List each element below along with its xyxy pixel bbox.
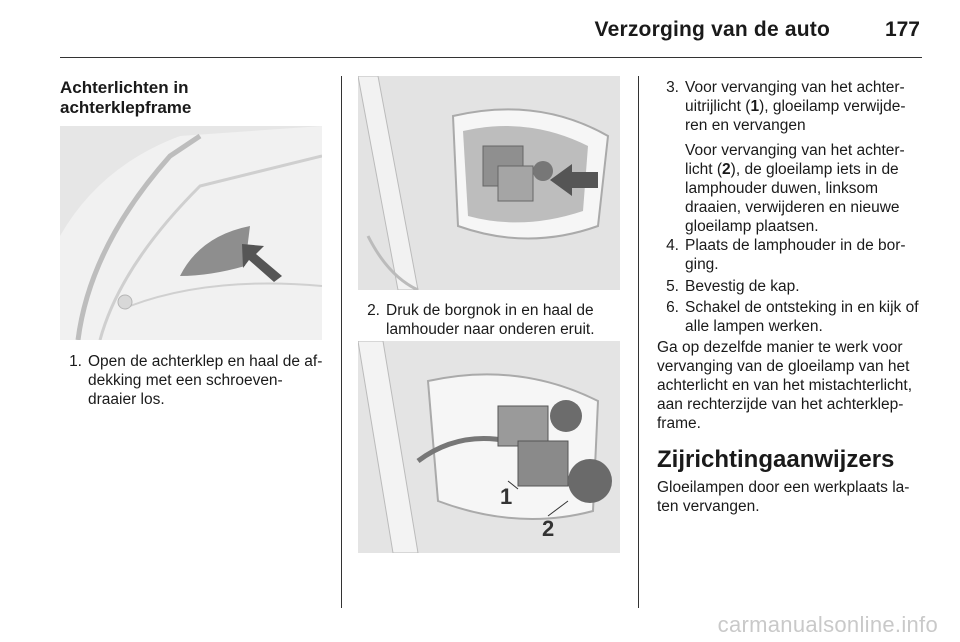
- page-header-title: Verzorging van de auto: [594, 18, 830, 41]
- figure-bulb-holder: [358, 341, 620, 553]
- figure-tailgate-cover: [60, 126, 322, 340]
- turn-signals-paragraph: Gloeilampen door een werkplaats la- ten vervangen.: [657, 479, 910, 515]
- callout-label-2: 2: [542, 516, 555, 541]
- note-paragraph: Ga op dezelfde manier te werk voor vervanging van de gloeilamp van het achterlicht en van het mistachterlicht, aan rechterzijde van het achterklep- frame.: [657, 339, 913, 432]
- tailgate-cover-illustration: [60, 126, 322, 340]
- column-divider-left: [341, 76, 342, 608]
- callout-label-1: 1: [500, 484, 513, 509]
- page-number: 177: [884, 18, 920, 41]
- bulb-holder-illustration: [358, 341, 620, 553]
- lamp-housing-illustration: [358, 76, 620, 290]
- header-rule: [60, 57, 922, 58]
- column-divider-right: [638, 76, 639, 608]
- figure-lamp-housing: [358, 76, 620, 290]
- section-title-turn-signals: Zijrichtingaanwijzers: [657, 446, 895, 473]
- section-title-rear-lights: Achterlichten in achterklepframe: [60, 78, 192, 117]
- watermark: carmanualsonline.info: [717, 612, 938, 637]
